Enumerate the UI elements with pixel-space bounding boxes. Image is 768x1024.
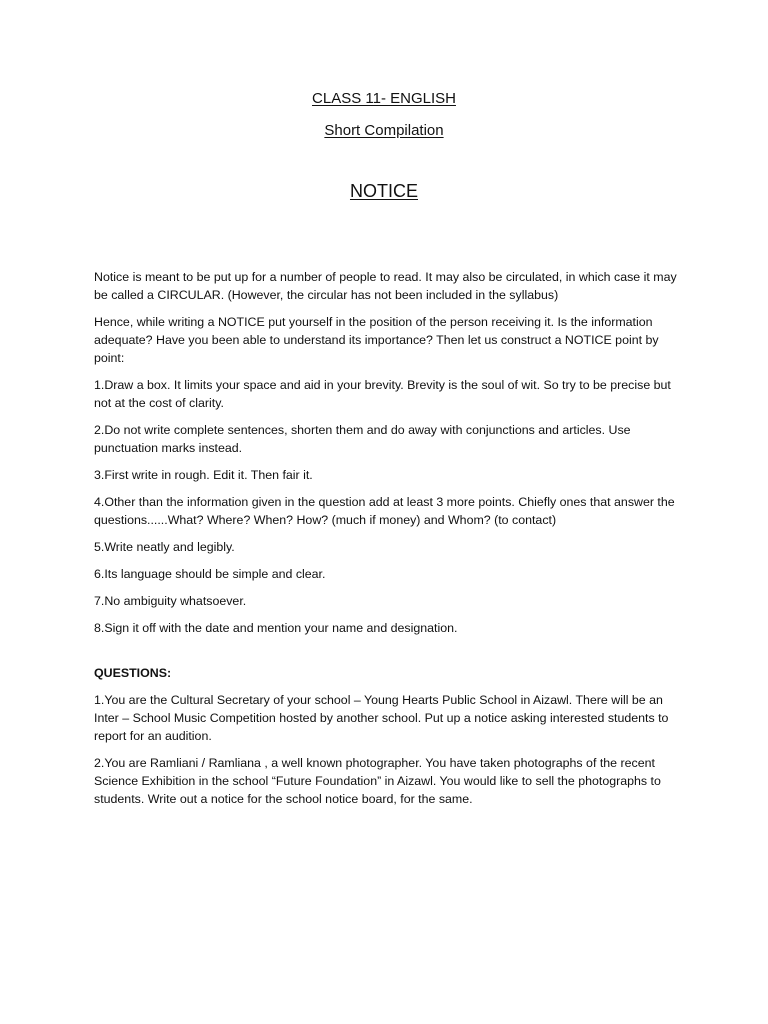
guideline-point: 4.Other than the information given in the question add at least 3 more points. Chiefly ones that answer the questions......What? Where? When? How? (much if money) and Whom? (to contact) (94, 495, 675, 527)
intro-paragraph: Notice is meant to be put up for a number of people to read. It may also be circulated, in which case it may be called a CIRCULAR. (However, the circular has not been included in the syllabus) (94, 270, 677, 302)
subtitle: Short Compilation (324, 122, 444, 139)
question-item: 1.You are the Cultural Secretary of your school – Young Hearts Public School in Aizawl. There will be an Inter – School Music Competition hosted by another school. Put up a notice asking interested students to report for an audition. (94, 693, 669, 743)
guideline-point: 1.Draw a box. It limits your space and aid in your brevity. Brevity is the soul of wit. So try to be precise but not at the cost of clarity. (94, 378, 671, 410)
intro-paragraph: Hence, while writing a NOTICE put yourself in the position of the person receiving it. Is the information adequate? Have you been able to understand its importance? Then let us construct a NOTICE point by point: (94, 315, 659, 365)
guideline-point: 6.Its language should be simple and clear. (94, 567, 326, 581)
guideline-point: 2.Do not write complete sentences, shorten them and do away with conjunctions and articles. Use punctuation marks instead. (94, 423, 631, 455)
document-body (94, 268, 684, 817)
question-item: 2.You are Ramliani / Ramliana , a well known photographer. You have taken photographs of the recent Science Exhibition in the school “Future Foundation” in Aizawl. You would like to sell the photographs to students. Write out a notice for the school notice board, for the same. (94, 756, 661, 806)
guideline-point: 5.Write neatly and legibly. (94, 540, 235, 554)
questions-heading: QUESTIONS: (94, 666, 172, 680)
class-title: CLASS 11- ENGLISH (312, 90, 456, 107)
notice-heading: NOTICE (349, 181, 418, 201)
guideline-point: 7.No ambiguity whatsoever. (94, 594, 247, 608)
guideline-point: 3.First write in rough. Edit it. Then fair it. (94, 468, 313, 482)
guideline-point: 8.Sign it off with the date and mention your name and designation. (94, 621, 458, 635)
section-spacer (94, 646, 684, 664)
